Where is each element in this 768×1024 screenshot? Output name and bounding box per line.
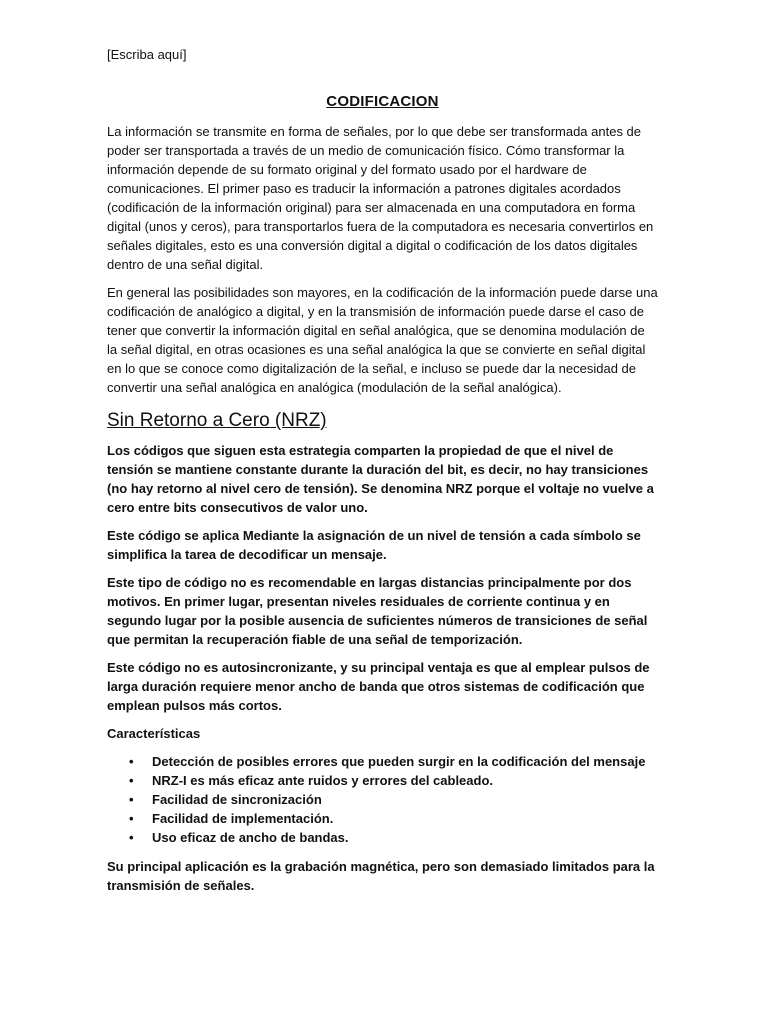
list-item: [107, 790, 658, 809]
characteristics-list: [107, 752, 658, 847]
section-heading-nrz: Sin Retorno a Cero (NRZ): [107, 410, 327, 431]
nrz-paragraph-4: Este código no es autosincronizante, y su principal ventaja es que al emplear pulsos de larga duración requiere menor ancho de banda que otros sistemas de codificación que emplean pulsos más cortos.: [107, 660, 650, 713]
list-item-text: Uso eficaz de ancho de bandas.: [152, 830, 349, 845]
document-title: CODIFICACION: [326, 93, 439, 110]
nrz-paragraph-1: Los códigos que siguen esta estrategia comparten la propiedad de que el nivel de tensión se mantiene constante durante la duración del bit, es decir, no hay transiciones (no hay retorno al nivel cero de tensión). Se denomina NRZ porque el voltaje no vuelve a cero entre bits consecutivos de valor uno.: [107, 443, 654, 515]
characteristics-label: Características: [107, 726, 201, 741]
list-item-text: Detección de posibles errores que pueden surgir en la codificación del mensaje: [152, 754, 646, 769]
intro-paragraph-2: En general las posibilidades son mayores, en la codificación de la información puede darse una codificación de analógico a digital, y en la transmisión de información puede darse el caso de tener que convertir la información digital en señal analógica, que se denomina modulación de la señal digital, en otras ocasiones es una señal analógica la que se convierte en señal digital en lo que se conoce como digitalización de la señal, e incluso se puede dar la necesidad de convertir una señal analógica en analógica (modulación de la señal analógica).: [107, 285, 658, 395]
list-item: [107, 752, 658, 771]
header-placeholder: [Escriba aquí]: [107, 47, 187, 62]
list-item-text: Facilidad de sincronización: [152, 792, 322, 807]
list-item-text: NRZ-I es más eficaz ante ruidos y errores del cableado.: [152, 773, 494, 788]
list-item: [107, 828, 658, 847]
nrz-paragraph-3: Este tipo de código no es recomendable en largas distancias principalmente por dos motivos. En primer lugar, presentan niveles residuales de corriente continua y en segundo lugar por la posible ausencia de suficientes números de transiciones de señal que permitan la recuperación fiable de una señal de temporización.: [107, 575, 648, 647]
bullet-icon: •: [129, 811, 134, 826]
intro-paragraph-1: La información se transmite en forma de señales, por lo que debe ser transformada antes de poder ser transportada a través de un medio de comunicación físico. Cómo transformar la información depende de su formato original y del formato usado por el hardware de comunicaciones. El primer paso es traducir la información a patrones digitales acordados (codificación de la información original) para ser almacenada en una computadora en forma digital (unos y ceros), para transportarlos fuera de la computadora es necesaria convertirlos en señales digitales, esto es una conversión digital a digital o codificación de los datos digitales dentro de una señal digital.: [107, 124, 654, 272]
closing-paragraph: Su principal aplicación es la grabación magnética, pero son demasiado limitados para la transmisión de señales.: [107, 859, 655, 893]
bullet-icon: •: [129, 773, 134, 788]
bullet-icon: •: [129, 754, 134, 769]
list-item-text: Facilidad de implementación.: [152, 811, 334, 826]
list-item: [107, 809, 658, 828]
list-item: [107, 771, 658, 790]
bullet-icon: •: [129, 792, 134, 807]
nrz-paragraph-2: Este código se aplica Mediante la asignación de un nivel de tensión a cada símbolo se simplifica la tarea de decodificar un mensaje.: [107, 528, 641, 562]
bullet-icon: •: [129, 830, 134, 845]
